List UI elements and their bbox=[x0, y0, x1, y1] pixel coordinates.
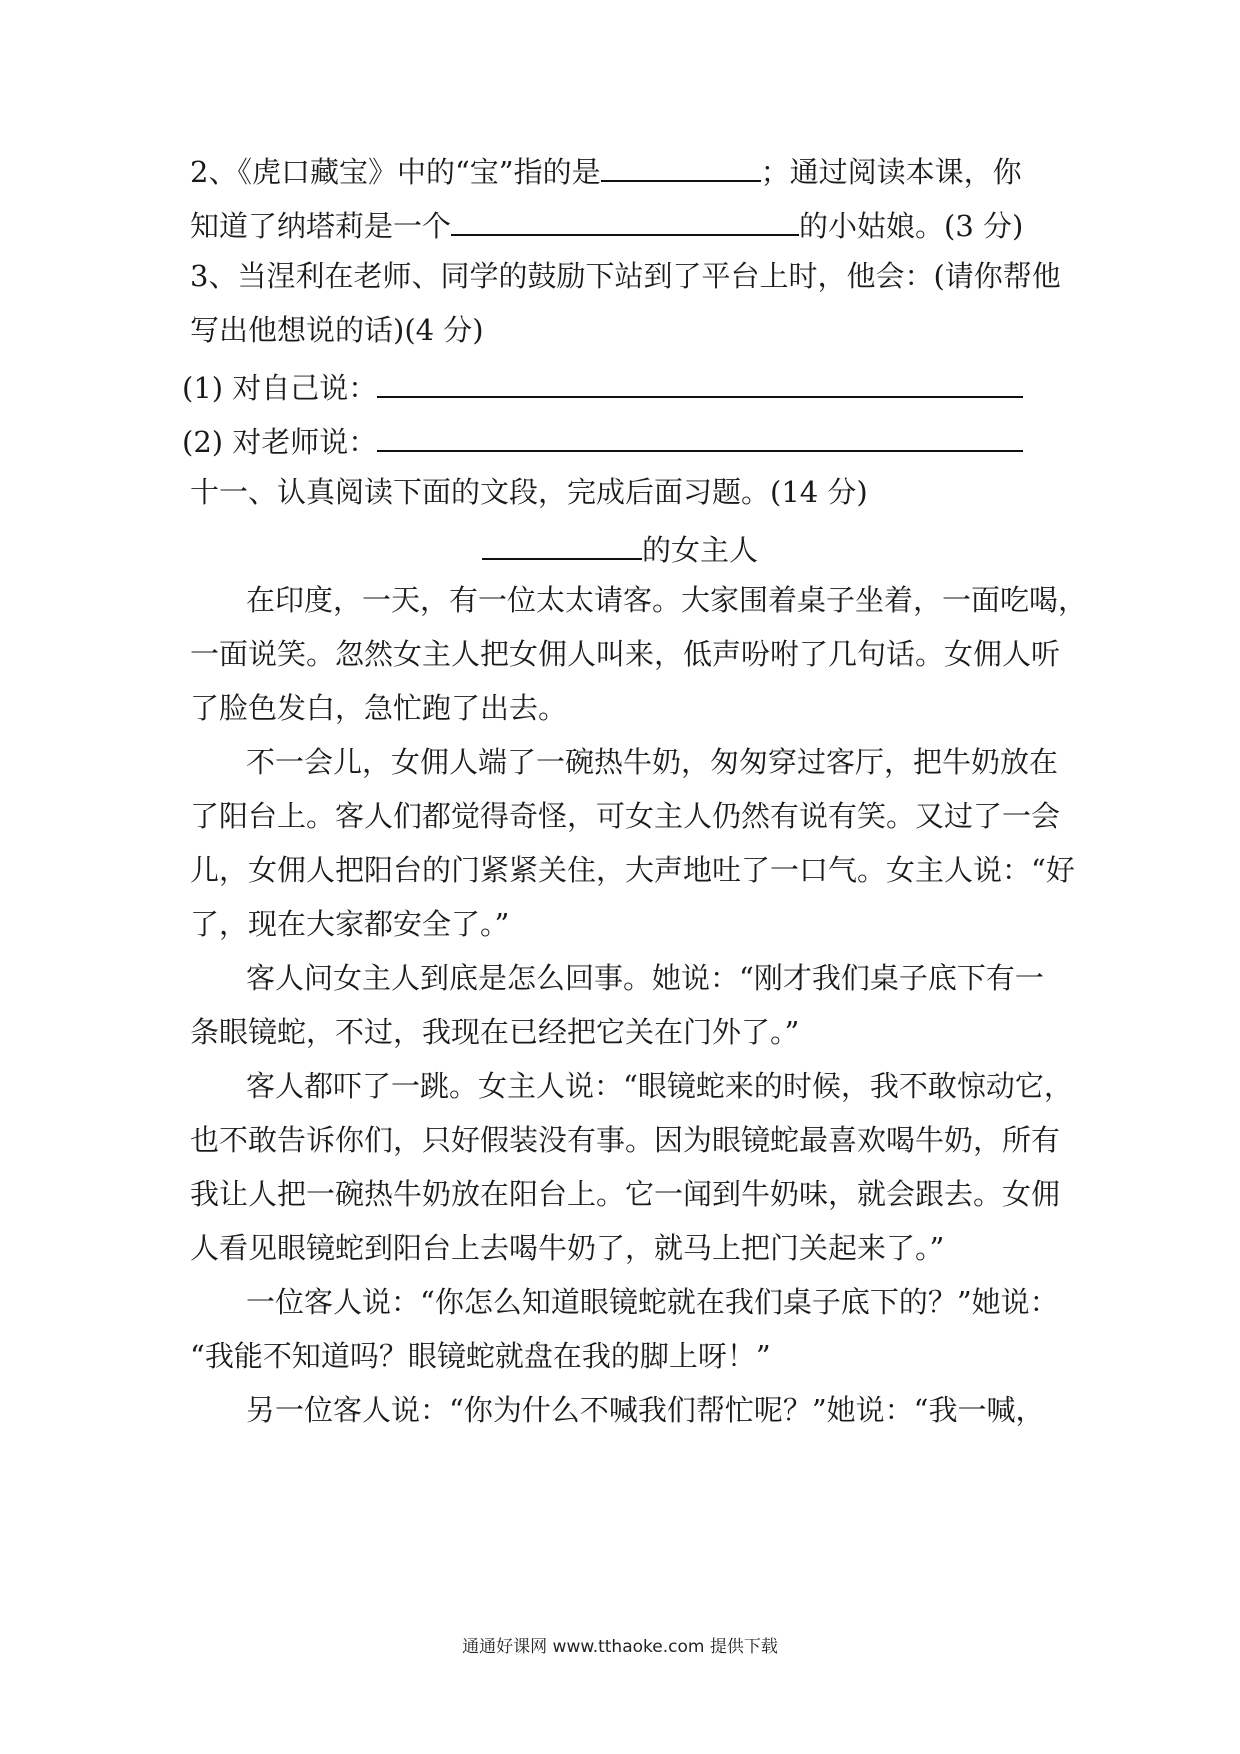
question-3-line-2: 写出他想说的话)(4 分) bbox=[190, 313, 484, 347]
passage-line: 也不敢告诉你们，只好假装没有事。因为眼镜蛇最喜欢喝牛奶，所有 bbox=[190, 1123, 1061, 1157]
passage-title-suffix: 的女主人 bbox=[641, 533, 758, 567]
page-footer: 通通好课网 www.tthaoke.com 提供下载 bbox=[462, 1637, 778, 1657]
passage-line: 我让人把一碗热牛奶放在阳台上。它一闻到牛奶味，就会跟去。女佣 bbox=[190, 1177, 1061, 1211]
passage-line: 了脸色发白，急忙跑了出去。 bbox=[190, 691, 568, 725]
passage-line: 一面说笑。忽然女主人把女佣人叫来，低声吩咐了几句话。女佣人听 bbox=[190, 637, 1061, 671]
passage-line: 另一位客人说：“你为什么不喊我们帮忙呢？”她说：“我一喊， bbox=[246, 1393, 1045, 1427]
title-blank[interactable] bbox=[482, 526, 642, 560]
section-11-heading: 十一、认真阅读下面的文段，完成后面习题。(14 分) bbox=[190, 475, 868, 509]
passage-line: 客人都吓了一跳。女主人说：“眼镜蛇来的时候，我不敢惊动它， bbox=[246, 1069, 1073, 1103]
answer-blank[interactable] bbox=[377, 418, 1023, 452]
passage-line: 条眼镜蛇，不过，我现在已经把它关在门外了。” bbox=[190, 1015, 800, 1049]
question-3-line-1: 3、当涅利在老师、同学的鼓励下站到了平台上时，他会：(请你帮他 bbox=[190, 259, 1061, 293]
question-2-line-1 bbox=[190, 148, 1060, 192]
passage-line: “我能不知道吗？眼镜蛇就盘在我的脚上呀！” bbox=[190, 1339, 771, 1373]
sub-question-label: (2) 对老师说： bbox=[182, 425, 378, 459]
passage-title bbox=[0, 526, 1240, 570]
question-3-sub-2 bbox=[182, 418, 1052, 462]
passage-line: 了阳台上。客人们都觉得奇怪，可女主人仍然有说有笑。又过了一会 bbox=[190, 799, 1061, 833]
question-2-line-2 bbox=[190, 202, 1060, 246]
question-2-text-c: 知道了纳塔莉是一个 bbox=[190, 209, 452, 243]
passage-line: 客人问女主人到底是怎么回事。她说：“刚才我们桌子底下有一 bbox=[246, 961, 1044, 995]
passage-line: 在印度，一天，有一位太太请客。大家围着桌子坐着，一面吃喝， bbox=[246, 583, 1088, 617]
answer-blank[interactable] bbox=[601, 148, 761, 182]
question-2-text-a: 2、《虎口藏宝》中的“宝”指的是 bbox=[190, 155, 601, 189]
answer-blank[interactable] bbox=[377, 364, 1023, 398]
passage-line: 不一会儿，女佣人端了一碗热牛奶，匆匆穿过客厅，把牛奶放在 bbox=[246, 745, 1059, 779]
question-2-text-b: ；通过阅读本课，你 bbox=[760, 155, 1022, 189]
passage-line: 一位客人说：“你怎么知道眼镜蛇就在我们桌子底下的？”她说： bbox=[246, 1285, 1059, 1319]
answer-blank[interactable] bbox=[451, 202, 799, 236]
question-2-text-d: 的小姑娘。(3 分) bbox=[799, 209, 1024, 243]
passage-line: 儿，女佣人把阳台的门紧紧关住，大声地吐了一口气。女主人说：“好 bbox=[190, 853, 1075, 887]
passage-line: 了，现在大家都安全了。” bbox=[190, 907, 510, 941]
question-3-sub-1 bbox=[182, 364, 1052, 408]
passage-line: 人看见眼镜蛇到阳台上去喝牛奶了，就马上把门关起来了。” bbox=[190, 1231, 945, 1265]
sub-question-label: (1) 对自己说： bbox=[182, 371, 378, 405]
